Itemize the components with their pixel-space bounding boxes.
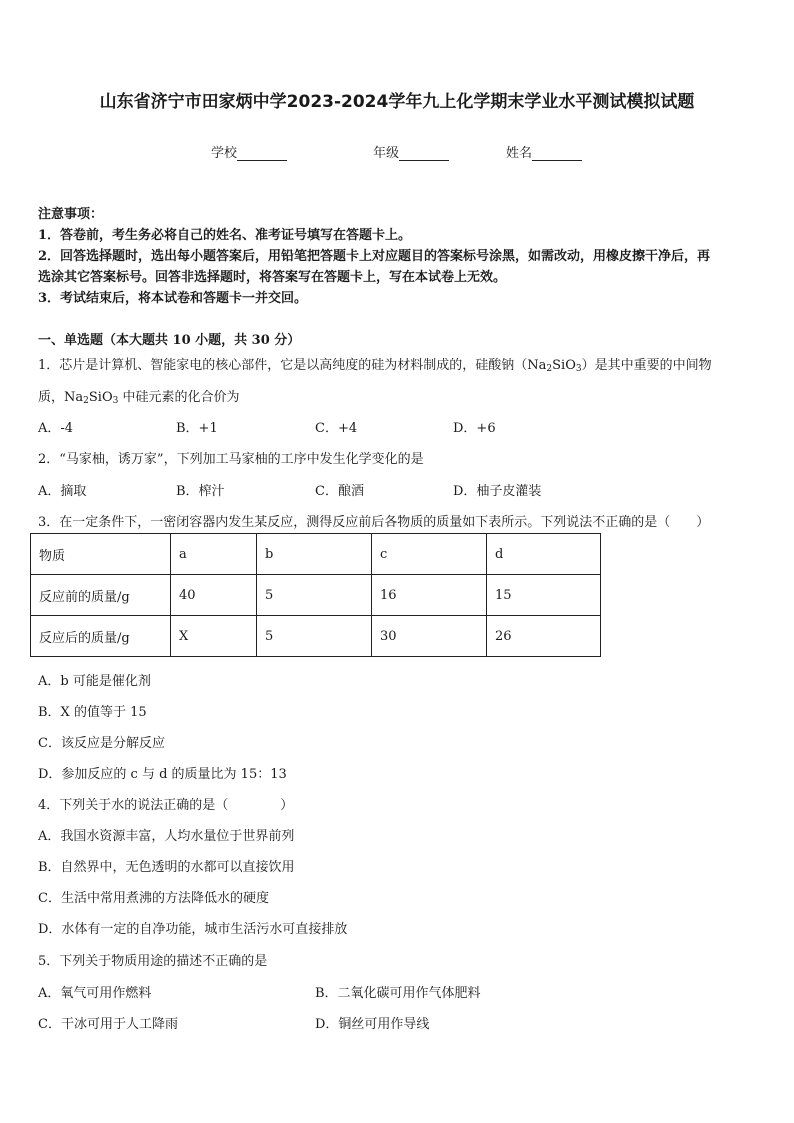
table-cell: 40 [171, 575, 257, 616]
school-blank [237, 146, 287, 161]
q2-option-a: A．摘取 [38, 484, 87, 499]
grade-label: 年级 [373, 146, 400, 161]
table-row [31, 575, 601, 616]
q3-mass-table [30, 533, 601, 657]
q2-option-c: C．酿酒 [315, 484, 364, 499]
q3-stem: 3．在一定条件下，一密闭容器内发生某反应，测得反应前后各物质的质量如下表所示。下列说法不正确的是（ ） [38, 515, 710, 530]
q4-text: 4．下列关于水的说法正确的是（ [38, 798, 229, 813]
table-cell: 5 [257, 575, 372, 616]
q1-formula: $Na_2SiO_3$ [64, 390, 119, 406]
grade-field [373, 142, 449, 161]
q1-option-a: A．-4 [38, 421, 74, 436]
q4-option-b: B．自然界中，无色透明的水都可以直接饮用 [38, 860, 295, 875]
notice-item-2b: 选涂其它答案标号。回答非选择题时，将答案写在答题卡上，写在本试卷上无效。 [38, 270, 507, 285]
table-cell: 26 [487, 616, 601, 657]
table-cell: 16 [372, 575, 487, 616]
notice-heading: 注意事项： [38, 207, 104, 222]
q1-option-d: D．+6 [453, 421, 496, 436]
table-cell: 15 [487, 575, 601, 616]
notice-item-3: 3．考试结束后，将本试卷和答题卡一并交回。 [38, 291, 308, 306]
q2-option-d: D．柚子皮灌装 [453, 484, 542, 499]
table-cell: c [372, 534, 487, 575]
q5-option-c: C．干冰可用于人工降雨 [38, 1017, 178, 1032]
q4-text: ） [280, 798, 294, 813]
q5-option-d: D．铜丝可用作导线 [315, 1017, 430, 1032]
q5-stem: 5．下列关于物质用途的描述不正确的是 [38, 954, 268, 969]
name-blank [532, 146, 582, 161]
q2-stem: 2．“马家柚，诱万家”，下列加工马家柚的工序中发生化学变化的是 [38, 452, 424, 467]
table-cell: 5 [257, 616, 372, 657]
q1-text: 1．芯片是计算机、智能家电的核心部件，它是以高纯度的硅为材料制成的，硅酸钠（ [38, 358, 528, 373]
section-heading: 一、单选题（本大题共 10 小题，共 30 分） [38, 333, 301, 348]
q4-stem [38, 794, 293, 813]
q3-option-c: C．该反应是分解反应 [38, 736, 165, 751]
table-cell: X [171, 616, 257, 657]
q1-formula: $Na_2SiO_3$ [527, 358, 582, 374]
table-cell: 反应前的质量/g [31, 575, 171, 616]
page-title: 山东省济宁市田家炳中学2023-2024学年九上化学期末学业水平测试模拟试题 [99, 92, 695, 112]
q1-option-b: B．+1 [176, 421, 218, 436]
q5-option-b: B．二氧化碳可用作气体肥料 [315, 986, 481, 1001]
q1-line-1 [38, 354, 712, 373]
q1-text: 质， [38, 390, 65, 405]
q2-option-b: B．榨汁 [176, 484, 225, 499]
table-cell: b [257, 534, 372, 575]
table-cell: 反应后的质量/g [31, 616, 171, 657]
q4-option-c: C．生活中常用煮沸的方法降低水的硬度 [38, 891, 269, 906]
q3-option-b: B．X 的值等于 15 [38, 705, 147, 720]
table-header-row [31, 534, 601, 575]
q3-option-a: A．b 可能是催化剂 [38, 674, 151, 689]
q4-option-a: A．我国水资源丰富，人均水量位于世界前列 [38, 829, 295, 844]
q3-option-d: D．参加反应的 c 与 d 的质量比为 15：13 [38, 767, 287, 782]
q1-line-2 [38, 386, 240, 405]
q5-option-a: A．氧气可用作燃料 [38, 986, 152, 1001]
name-label: 姓名 [506, 146, 533, 161]
table-cell: 30 [372, 616, 487, 657]
school-field [211, 142, 287, 161]
q4-option-d: D．水体有一定的自净功能，城市生活污水可直接排放 [38, 922, 348, 937]
table-cell: a [171, 534, 257, 575]
table-cell: d [487, 534, 601, 575]
notice-item-1: 1．答卷前，考生务必将自己的姓名、准考证号填写在答题卡上。 [38, 228, 412, 243]
name-field [506, 142, 582, 161]
q1-option-c: C．+4 [315, 421, 358, 436]
table-row [31, 616, 601, 657]
school-label: 学校 [211, 146, 238, 161]
notice-item-2a: 2．回答选择题时，选出每小题答案后，用铅笔把答题卡上对应题目的答案标号涂黑，如需改动，用橡皮擦干净后，再 [38, 249, 711, 264]
table-cell: 物质 [31, 534, 171, 575]
q1-text: 中硅元素的化合价为 [118, 390, 240, 405]
grade-blank [399, 146, 449, 161]
q1-text: ）是其中重要的中间物 [581, 358, 712, 373]
